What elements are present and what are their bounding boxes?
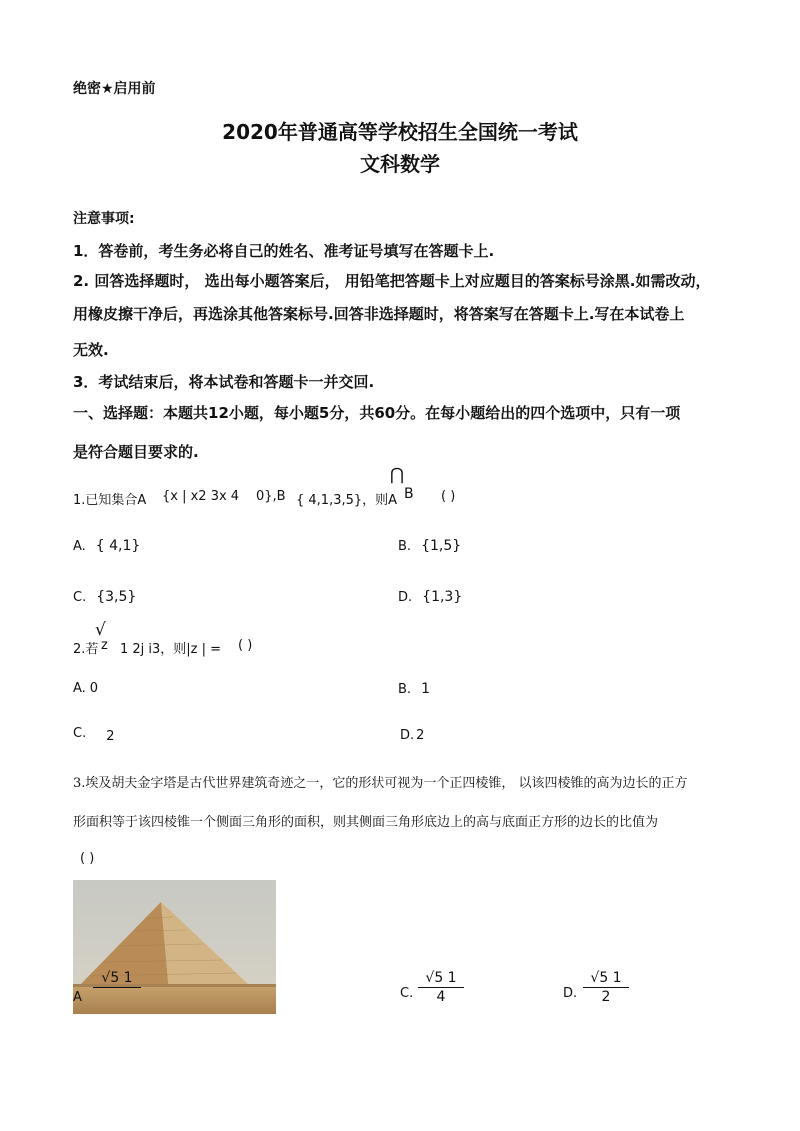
fraction: [583, 970, 629, 1005]
q2-stem-a: 2.若: [73, 642, 99, 657]
option-value: {1,5}: [421, 538, 462, 554]
option-label: A.: [73, 539, 86, 554]
q1-stem-b: {x | x2 3x 4: [162, 489, 240, 504]
q1-stem-e: B: [404, 486, 414, 502]
pyramid-illustration: [73, 880, 276, 1014]
option-label: C.: [73, 726, 87, 741]
option-label: B.: [398, 682, 412, 697]
option-label: D.: [398, 590, 413, 605]
q1-stem-c: 0},B: [256, 489, 286, 504]
secret-label: 绝密★启用前: [73, 81, 156, 97]
q1-option-a[interactable]: [73, 538, 140, 554]
notes-item-2-line-3: 无效.: [73, 341, 109, 359]
fraction-denominator: 4: [436, 989, 446, 1005]
fraction-denominator: 2: [601, 989, 611, 1005]
option-label: A: [73, 990, 82, 1005]
q1-stem-d: { 4,1,3,5}，则A: [296, 493, 398, 508]
q2-option-d[interactable]: [400, 728, 424, 743]
exam-title: 2020年普通高等学校招生全国统一考试: [222, 120, 578, 144]
option-label: D.: [400, 728, 415, 743]
section-1-line-2: 是符合题目要求的.: [73, 443, 199, 461]
q1-option-c[interactable]: [73, 589, 136, 605]
option-value: 2: [416, 728, 425, 743]
notes-item-2-line-1: 2. 回答选择题时， 选出每小题答案后， 用铅笔把答题卡上对应题目的答案标号涂黑.如需改动，: [73, 272, 711, 290]
section-1-line-1: 一、选择题：本题共12小题，每小题5分，共60分。在每小题给出的四个选项中，只有一项: [73, 404, 681, 422]
q2-option-b[interactable]: [398, 681, 430, 697]
option-label: D.: [563, 986, 578, 1001]
option-value: { 4,1}: [95, 538, 141, 554]
fraction-bar: [418, 987, 464, 988]
intersection-symbol: ⋂: [390, 465, 404, 485]
option-label: A.: [73, 681, 86, 696]
fraction-numerator: √5 1: [101, 970, 133, 986]
q1-option-d[interactable]: [398, 589, 462, 605]
q2-stem-c: 1 2j i3，则|z | =: [120, 642, 222, 657]
q2-option-a[interactable]: [73, 681, 98, 696]
q2-paren: ( ): [238, 638, 253, 653]
q1-stem-a: 1.已知集合A: [73, 493, 147, 508]
sqrt-symbol: √: [95, 620, 106, 640]
notes-item-2-line-2: 用橡皮擦干净后，再选涂其他答案标号.回答非选择题时，将答案写在答题卡上.写在本试卷上: [73, 305, 685, 323]
fraction-numerator: √5 1: [590, 970, 622, 986]
option-label: C.: [400, 986, 414, 1001]
option-label: B.: [398, 539, 412, 554]
option-value: 0: [89, 681, 99, 696]
exam-subtitle: 文科数学: [360, 152, 440, 176]
fraction-bar: [93, 987, 141, 988]
fraction-numerator: √5 1: [425, 970, 457, 986]
notes-item-1: 1．答卷前，考生务必将自己的姓名、准考证号填写在答题卡上.: [73, 242, 495, 260]
option-value: {1,3}: [422, 589, 463, 605]
fraction: [93, 970, 141, 989]
q2-option-c[interactable]: [73, 726, 115, 744]
option-label: C.: [73, 590, 87, 605]
q2-stem-b: z: [101, 638, 108, 653]
option-value: {3,5}: [96, 589, 137, 605]
option-value: 1: [421, 681, 430, 697]
q3-paren: ( ): [80, 851, 95, 866]
fraction-bar: [583, 987, 629, 988]
fraction: [418, 970, 464, 1005]
q3-line-2: 形面积等于该四棱锥一个侧面三角形的面积，则其侧面三角形底边上的高与底面正方形的边长的比值为: [73, 815, 659, 830]
pyramid-image: [73, 880, 276, 1014]
q3-line-1: 3.埃及胡夫金字塔是古代世界建筑奇迹之一，它的形状可视为一个正四棱锥， 以该四棱锥的高为边长的正方: [73, 776, 688, 791]
q1-paren: ( ): [441, 489, 456, 504]
q1-option-b[interactable]: [398, 538, 461, 554]
notes-item-3: 3．考试结束后，将本试卷和答题卡一并交回.: [73, 373, 375, 391]
notes-heading: 注意事项:: [73, 211, 135, 227]
option-value: 2: [106, 729, 115, 744]
